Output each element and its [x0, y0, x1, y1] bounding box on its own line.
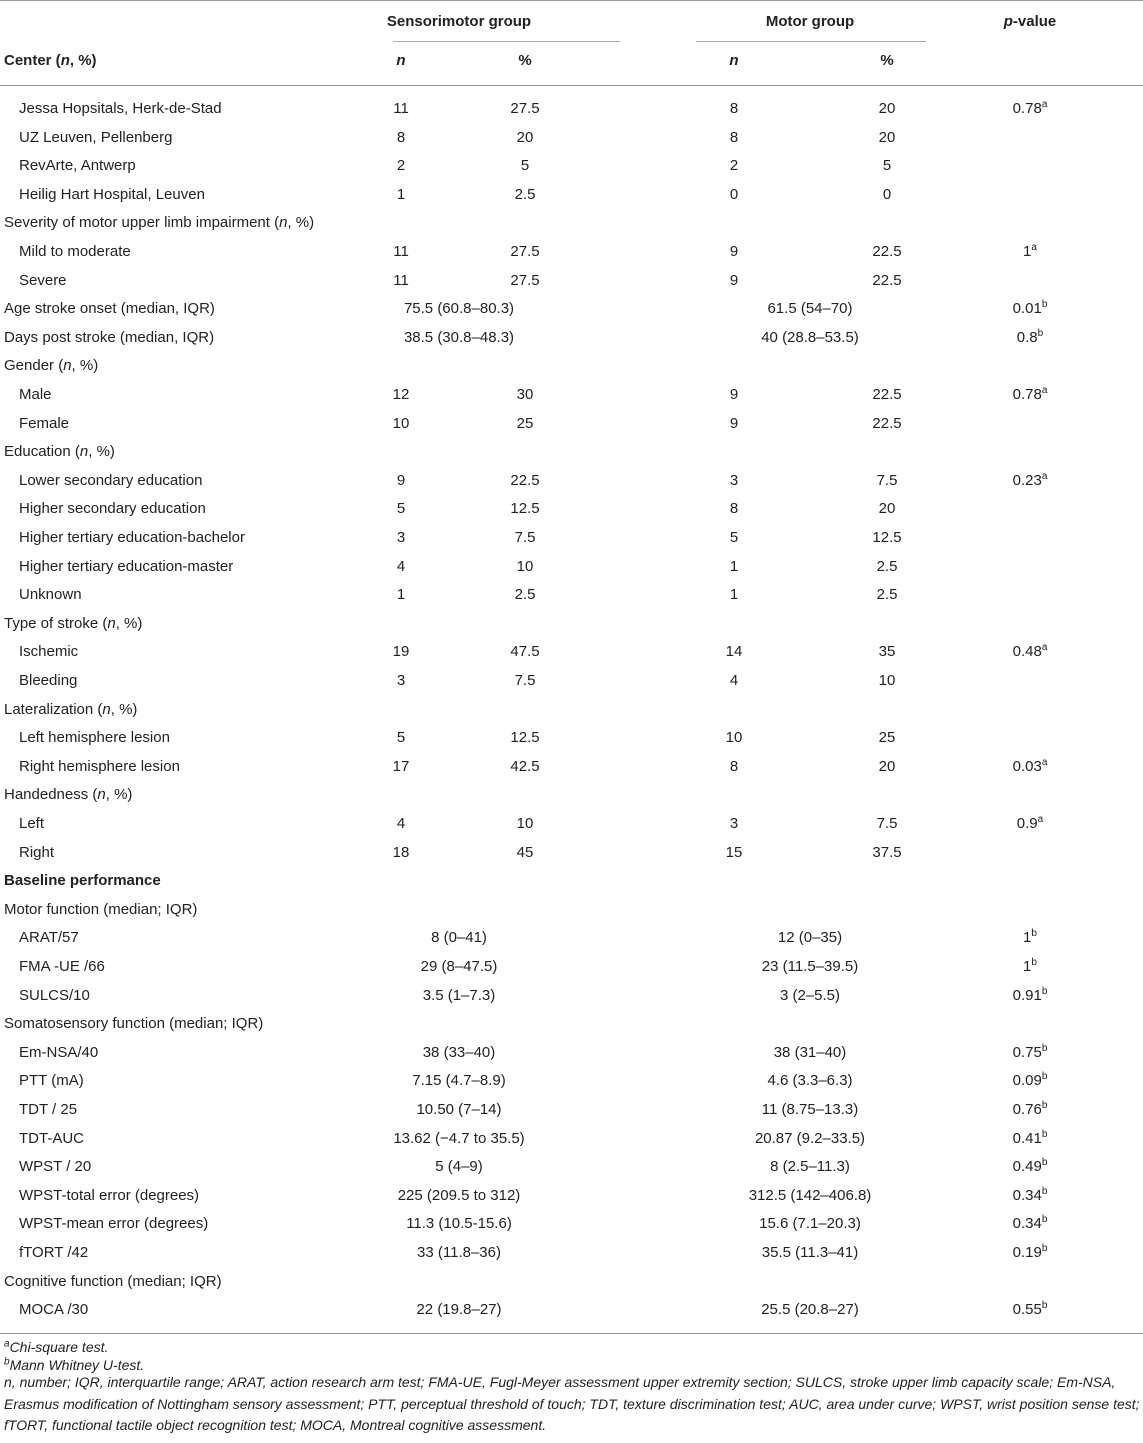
sensorimotor-median: 7.15 (4.7–8.9)	[412, 1072, 506, 1090]
motor-pct: 25	[878, 729, 896, 747]
table-row	[0, 266, 1143, 295]
sensorimotor-underline	[393, 41, 620, 42]
sensorimotor-n: 5	[396, 500, 406, 518]
p-value: 0.34$^b$	[1012, 1214, 1048, 1233]
row-label: Jessa Hopsitals, Herk-de-Stad	[19, 100, 222, 117]
row-label: RevArte, Antwerp	[19, 157, 136, 175]
table-row	[0, 151, 1143, 180]
motor-pct: 10	[878, 672, 896, 689]
section-label: Type of stroke (n, %)	[4, 614, 143, 632]
row-label: Right hemisphere lesion	[19, 757, 180, 775]
table-row	[0, 380, 1143, 409]
p-value: 1$^b$	[1023, 957, 1037, 975]
row-label: WPST-total error (degrees)	[19, 1186, 200, 1204]
table-row	[0, 1181, 1143, 1210]
section-label: Education (n, %)	[4, 443, 115, 461]
table-row	[0, 1038, 1143, 1067]
sensorimotor-pct: 22.5	[510, 471, 540, 489]
sensorimotor-median: 10.50 (7–14)	[416, 1101, 502, 1118]
sensorimotor-median: 29 (8–47.5)	[420, 958, 498, 975]
motor-pct: 12.5	[872, 529, 902, 546]
p-value: 0.34$^b$	[1012, 1185, 1048, 1204]
p-value: 0.9$^a$	[1016, 814, 1044, 832]
table-row	[0, 466, 1143, 495]
row-label: Left hemisphere lesion	[19, 729, 170, 747]
section-label: Somatosensory function (median; IQR)	[4, 1015, 264, 1033]
motor-pct: 20	[878, 100, 896, 117]
motor-pct: 0	[882, 185, 892, 203]
table-row	[0, 1209, 1143, 1238]
table-row	[0, 1238, 1143, 1267]
p-value: 0.49$^b$	[1012, 1157, 1048, 1176]
pct-header-sensorimotor: %	[518, 52, 532, 69]
table-row	[0, 981, 1143, 1010]
table-row	[0, 1295, 1143, 1324]
motor-n: 3	[729, 471, 739, 489]
motor-pct: 37.5	[872, 843, 902, 861]
p-value: 0.23$^a$	[1012, 470, 1048, 489]
table-row	[0, 94, 1143, 123]
table-row	[0, 838, 1143, 867]
table-row	[0, 180, 1143, 209]
table-row	[0, 1066, 1143, 1095]
motor-n: 8	[729, 128, 739, 146]
sensorimotor-median: 11.3 (10.5-15.6)	[406, 1215, 512, 1233]
row-label: FMA -UE /66	[19, 958, 105, 975]
section-label: Cognitive function (median; IQR)	[4, 1272, 222, 1290]
sensorimotor-median: 13.62 (−4.7 to 35.5)	[393, 1129, 525, 1147]
sensorimotor-pct: 20	[516, 128, 534, 146]
motor-n: 8	[729, 500, 739, 518]
motor-pct: 20	[878, 757, 896, 775]
sensorimotor-pct: 27.5	[510, 100, 540, 117]
table-row	[0, 494, 1143, 523]
table-row	[0, 237, 1143, 266]
section-label: Gender (n, %)	[4, 357, 99, 375]
p-value: 0.09$^b$	[1012, 1071, 1048, 1090]
sensorimotor-median: 8 (0–41)	[431, 929, 487, 947]
sensorimotor-n: 11	[393, 243, 409, 260]
sensorimotor-n: 9	[396, 471, 406, 489]
sensorimotor-pct: 5	[520, 157, 530, 175]
p-value: 0.75$^b$	[1012, 1042, 1048, 1061]
sensorimotor-pct: 25	[516, 414, 534, 432]
footnote-a: $^a$Chi-square test.	[4, 1338, 109, 1355]
motor-pct: 7.5	[876, 815, 898, 832]
row-label: Lower secondary education	[19, 471, 203, 489]
table-row	[0, 637, 1143, 666]
sensorimotor-pct: 47.5	[510, 643, 540, 661]
row-label: MOCA /30	[19, 1301, 89, 1319]
p-value: 0.48$^a$	[1012, 642, 1048, 661]
row-label: WPST-mean error (degrees)	[19, 1215, 209, 1233]
motor-pct: 2.5	[876, 586, 898, 604]
table-row	[0, 294, 1143, 323]
sensorimotor-n: 12	[392, 386, 410, 403]
section-label: Handedness (n, %)	[4, 786, 133, 804]
motor-median: 61.5 (54–70)	[767, 300, 853, 318]
motor-median: 15.6 (7.1–20.3)	[759, 1215, 861, 1233]
row-label: WPST / 20	[19, 1158, 92, 1176]
table-row	[0, 580, 1143, 609]
sensorimotor-n: 19	[392, 643, 410, 661]
sensorimotor-n: 1	[396, 586, 406, 604]
p-value: 0.55$^b$	[1012, 1300, 1048, 1319]
row-label: Ischemic	[19, 643, 79, 661]
table-row	[0, 923, 1143, 952]
row-label: Heilig Hart Hospital, Leuven	[19, 185, 205, 203]
p-value: 0.01$^b$	[1012, 299, 1048, 318]
motor-median: 35.5 (11.3–41)	[761, 1244, 859, 1261]
row-label: Higher tertiary education-master	[19, 557, 234, 575]
motor-median: 40 (28.8–53.5)	[761, 328, 859, 346]
row-label: Male	[19, 386, 52, 403]
sensorimotor-pct: 7.5	[514, 529, 536, 546]
n-header-sensorimotor: n	[396, 52, 406, 69]
motor-pct: 35	[878, 643, 896, 661]
table-bottom-rule	[0, 1333, 1143, 1334]
table-row	[0, 552, 1143, 581]
sensorimotor-pct: 2.5	[514, 185, 536, 203]
p-value: 0.8$^b$	[1016, 327, 1044, 346]
sensorimotor-pct: 10	[516, 815, 534, 832]
row-label: Severe	[19, 271, 67, 289]
motor-median: 38 (31–40)	[773, 1043, 847, 1061]
table-row	[0, 866, 1143, 895]
motor-median: 4.6 (3.3–6.3)	[767, 1072, 853, 1090]
sensorimotor-n: 5	[396, 729, 406, 747]
row-label: SULCS/10	[19, 986, 90, 1004]
p-value-header: p-value	[1003, 13, 1057, 30]
table-row	[0, 723, 1143, 752]
sensorimotor-pct: 12.5	[510, 729, 540, 747]
motor-n: 10	[725, 729, 743, 747]
motor-underline	[696, 41, 926, 42]
row-label: Em-NSA/40	[19, 1043, 99, 1061]
sensorimotor-n: 18	[392, 843, 410, 861]
motor-n: 4	[729, 672, 739, 689]
row-label: TDT / 25	[19, 1101, 78, 1118]
sensorimotor-n: 2	[396, 157, 406, 175]
table-row	[0, 952, 1143, 981]
row-label: Days post stroke (median, IQR)	[4, 328, 215, 346]
sensorimotor-pct: 27.5	[510, 243, 540, 260]
motor-n: 3	[729, 815, 739, 832]
motor-n: 9	[729, 386, 739, 403]
sensorimotor-median: 3.5 (1–7.3)	[422, 986, 496, 1004]
table-row	[0, 695, 1143, 724]
sensorimotor-pct: 45	[516, 843, 534, 861]
sensorimotor-pct: 7.5	[514, 672, 536, 689]
p-value: 0.03$^a$	[1012, 756, 1048, 775]
row-label: Female	[19, 414, 70, 432]
sensorimotor-n: 11	[393, 100, 409, 117]
sensorimotor-median: 225 (209.5 to 312)	[397, 1186, 521, 1204]
sensorimotor-n: 4	[396, 557, 406, 575]
table-row	[0, 809, 1143, 838]
abbreviations-note: n, number; IQR, interquartile range; ARAT, action research arm test; FMA-UE, Fugl-Meyer assessment upper extremity section; SULCS, stroke upper limb capacity scale; Em-NSA, Erasmus modification of Nottingham sensory assessment; PTT, perceptual threshold of touch; TDT, texture discrimination test; AUC, area under curve; WPST, wrist position sense test; fTORT, functional tactile object recognition test; MOCA, Montreal cognitive assessment.	[4, 1374, 1140, 1433]
motor-n: 1	[729, 557, 739, 575]
motor-pct: 22.5	[872, 243, 902, 260]
motor-pct: 7.5	[876, 471, 898, 489]
motor-n: 9	[729, 243, 739, 260]
subheading-label: Baseline performance	[4, 872, 161, 890]
table-row	[0, 208, 1143, 237]
footnote-b: $^b$Mann Whitney U-test.	[4, 1356, 145, 1373]
table-row	[0, 123, 1143, 152]
pct-header-motor: %	[880, 52, 894, 69]
motor-pct: 22.5	[872, 271, 902, 289]
table-row	[0, 780, 1143, 809]
sensorimotor-pct: 12.5	[510, 500, 540, 518]
table-row	[0, 895, 1143, 924]
p-value: 0.78$^a$	[1012, 385, 1048, 403]
row-label: UZ Leuven, Pellenberg	[19, 128, 173, 146]
motor-median: 312.5 (142–406.8)	[748, 1186, 872, 1204]
sensorimotor-median: 38.5 (30.8–48.3)	[403, 328, 515, 346]
table-row	[0, 323, 1143, 352]
motor-median: 23 (11.5–39.5)	[761, 958, 859, 975]
p-value: 1$^b$	[1023, 928, 1037, 947]
motor-pct: 22.5	[872, 414, 902, 432]
p-value: 0.76$^b$	[1012, 1100, 1048, 1118]
sensorimotor-n: 3	[396, 529, 406, 546]
table-row	[0, 1124, 1143, 1153]
table-row	[0, 437, 1143, 466]
sensorimotor-n: 4	[396, 815, 406, 832]
p-value: 0.41$^b$	[1012, 1128, 1048, 1147]
motor-n: 15	[725, 843, 743, 861]
sensorimotor-median: 33 (11.8–36)	[417, 1244, 501, 1261]
motor-n: 2	[729, 157, 739, 175]
section-label: Lateralization (n, %)	[4, 700, 138, 718]
motor-n: 9	[729, 414, 739, 432]
motor-pct: 20	[878, 500, 896, 518]
motor-n: 8	[729, 757, 739, 775]
motor-n: 8	[729, 100, 739, 117]
table-row	[0, 1267, 1143, 1296]
p-value: 0.91$^b$	[1012, 985, 1048, 1004]
motor-n: 14	[725, 643, 743, 661]
table-row	[0, 609, 1143, 638]
row-label: TDT-AUC	[19, 1129, 84, 1147]
row-label: Age stroke onset (median, IQR)	[4, 300, 215, 318]
sensorimotor-n: 1	[396, 185, 406, 203]
p-value: 0.78$^a$	[1012, 99, 1048, 117]
motor-pct: 5	[882, 157, 892, 175]
table-row	[0, 1095, 1143, 1124]
motor-group-header: Motor group	[765, 13, 855, 30]
sensorimotor-pct: 27.5	[510, 271, 540, 289]
sensorimotor-pct: 30	[516, 386, 534, 403]
section-label: Severity of motor upper limb impairment (n, %)	[4, 214, 315, 232]
motor-pct: 22.5	[872, 386, 902, 403]
motor-median: 3 (2–5.5)	[779, 986, 841, 1004]
row-label: Left	[19, 815, 45, 832]
row-label: fTORT /42	[19, 1244, 89, 1261]
row-label: ARAT/57	[19, 929, 79, 947]
motor-median: 8 (2.5–11.3)	[770, 1158, 850, 1176]
center-header: Center (n, %)	[4, 52, 97, 69]
sensorimotor-pct: 10	[516, 557, 534, 575]
table-row	[0, 1009, 1143, 1038]
motor-median: 12 (0–35)	[777, 929, 843, 947]
sensorimotor-n: 10	[392, 414, 410, 432]
sensorimotor-n: 8	[396, 128, 406, 146]
sensorimotor-median: 5 (4–9)	[435, 1158, 483, 1176]
header-bottom-rule	[0, 85, 1143, 86]
motor-median: 25.5 (20.8–27)	[761, 1301, 859, 1319]
table-row	[0, 523, 1143, 552]
sensorimotor-median: 75.5 (60.8–80.3)	[403, 300, 515, 318]
n-header-motor: n	[729, 52, 739, 69]
row-label: Mild to moderate	[19, 243, 131, 260]
table-row	[0, 752, 1143, 781]
sensorimotor-pct: 42.5	[510, 757, 540, 775]
row-label: Bleeding	[19, 672, 78, 689]
table-row	[0, 351, 1143, 380]
motor-pct: 2.5	[876, 557, 898, 575]
p-value: 0.19$^b$	[1012, 1243, 1048, 1261]
table-row	[0, 409, 1143, 438]
row-label: Higher tertiary education-bachelor	[19, 529, 245, 546]
row-label: PTT (mA)	[19, 1072, 84, 1090]
row-label: Higher secondary education	[19, 500, 206, 518]
section-label: Motor function (median; IQR)	[4, 900, 198, 918]
motor-n: 9	[729, 271, 739, 289]
p-value: 1$^a$	[1023, 242, 1037, 260]
table-row	[0, 666, 1143, 695]
top-rule	[0, 0, 1143, 1]
motor-median: 11 (8.75–13.3)	[761, 1101, 859, 1118]
sensorimotor-n: 17	[392, 757, 410, 775]
motor-n: 0	[729, 185, 739, 203]
sensorimotor-median: 38 (33–40)	[422, 1043, 496, 1061]
sensorimotor-n: 3	[396, 672, 406, 689]
sensorimotor-n: 11	[393, 271, 409, 289]
motor-n: 5	[729, 529, 739, 546]
sensorimotor-pct: 2.5	[514, 586, 536, 604]
row-label: Right	[19, 843, 55, 861]
sensorimotor-group-header: Sensorimotor group	[386, 13, 532, 30]
motor-pct: 20	[878, 128, 896, 146]
sensorimotor-median: 22 (19.8–27)	[416, 1301, 502, 1319]
motor-n: 1	[729, 586, 739, 604]
row-label: Unknown	[19, 586, 82, 604]
table-row	[0, 1152, 1143, 1181]
motor-median: 20.87 (9.2–33.5)	[754, 1129, 866, 1147]
